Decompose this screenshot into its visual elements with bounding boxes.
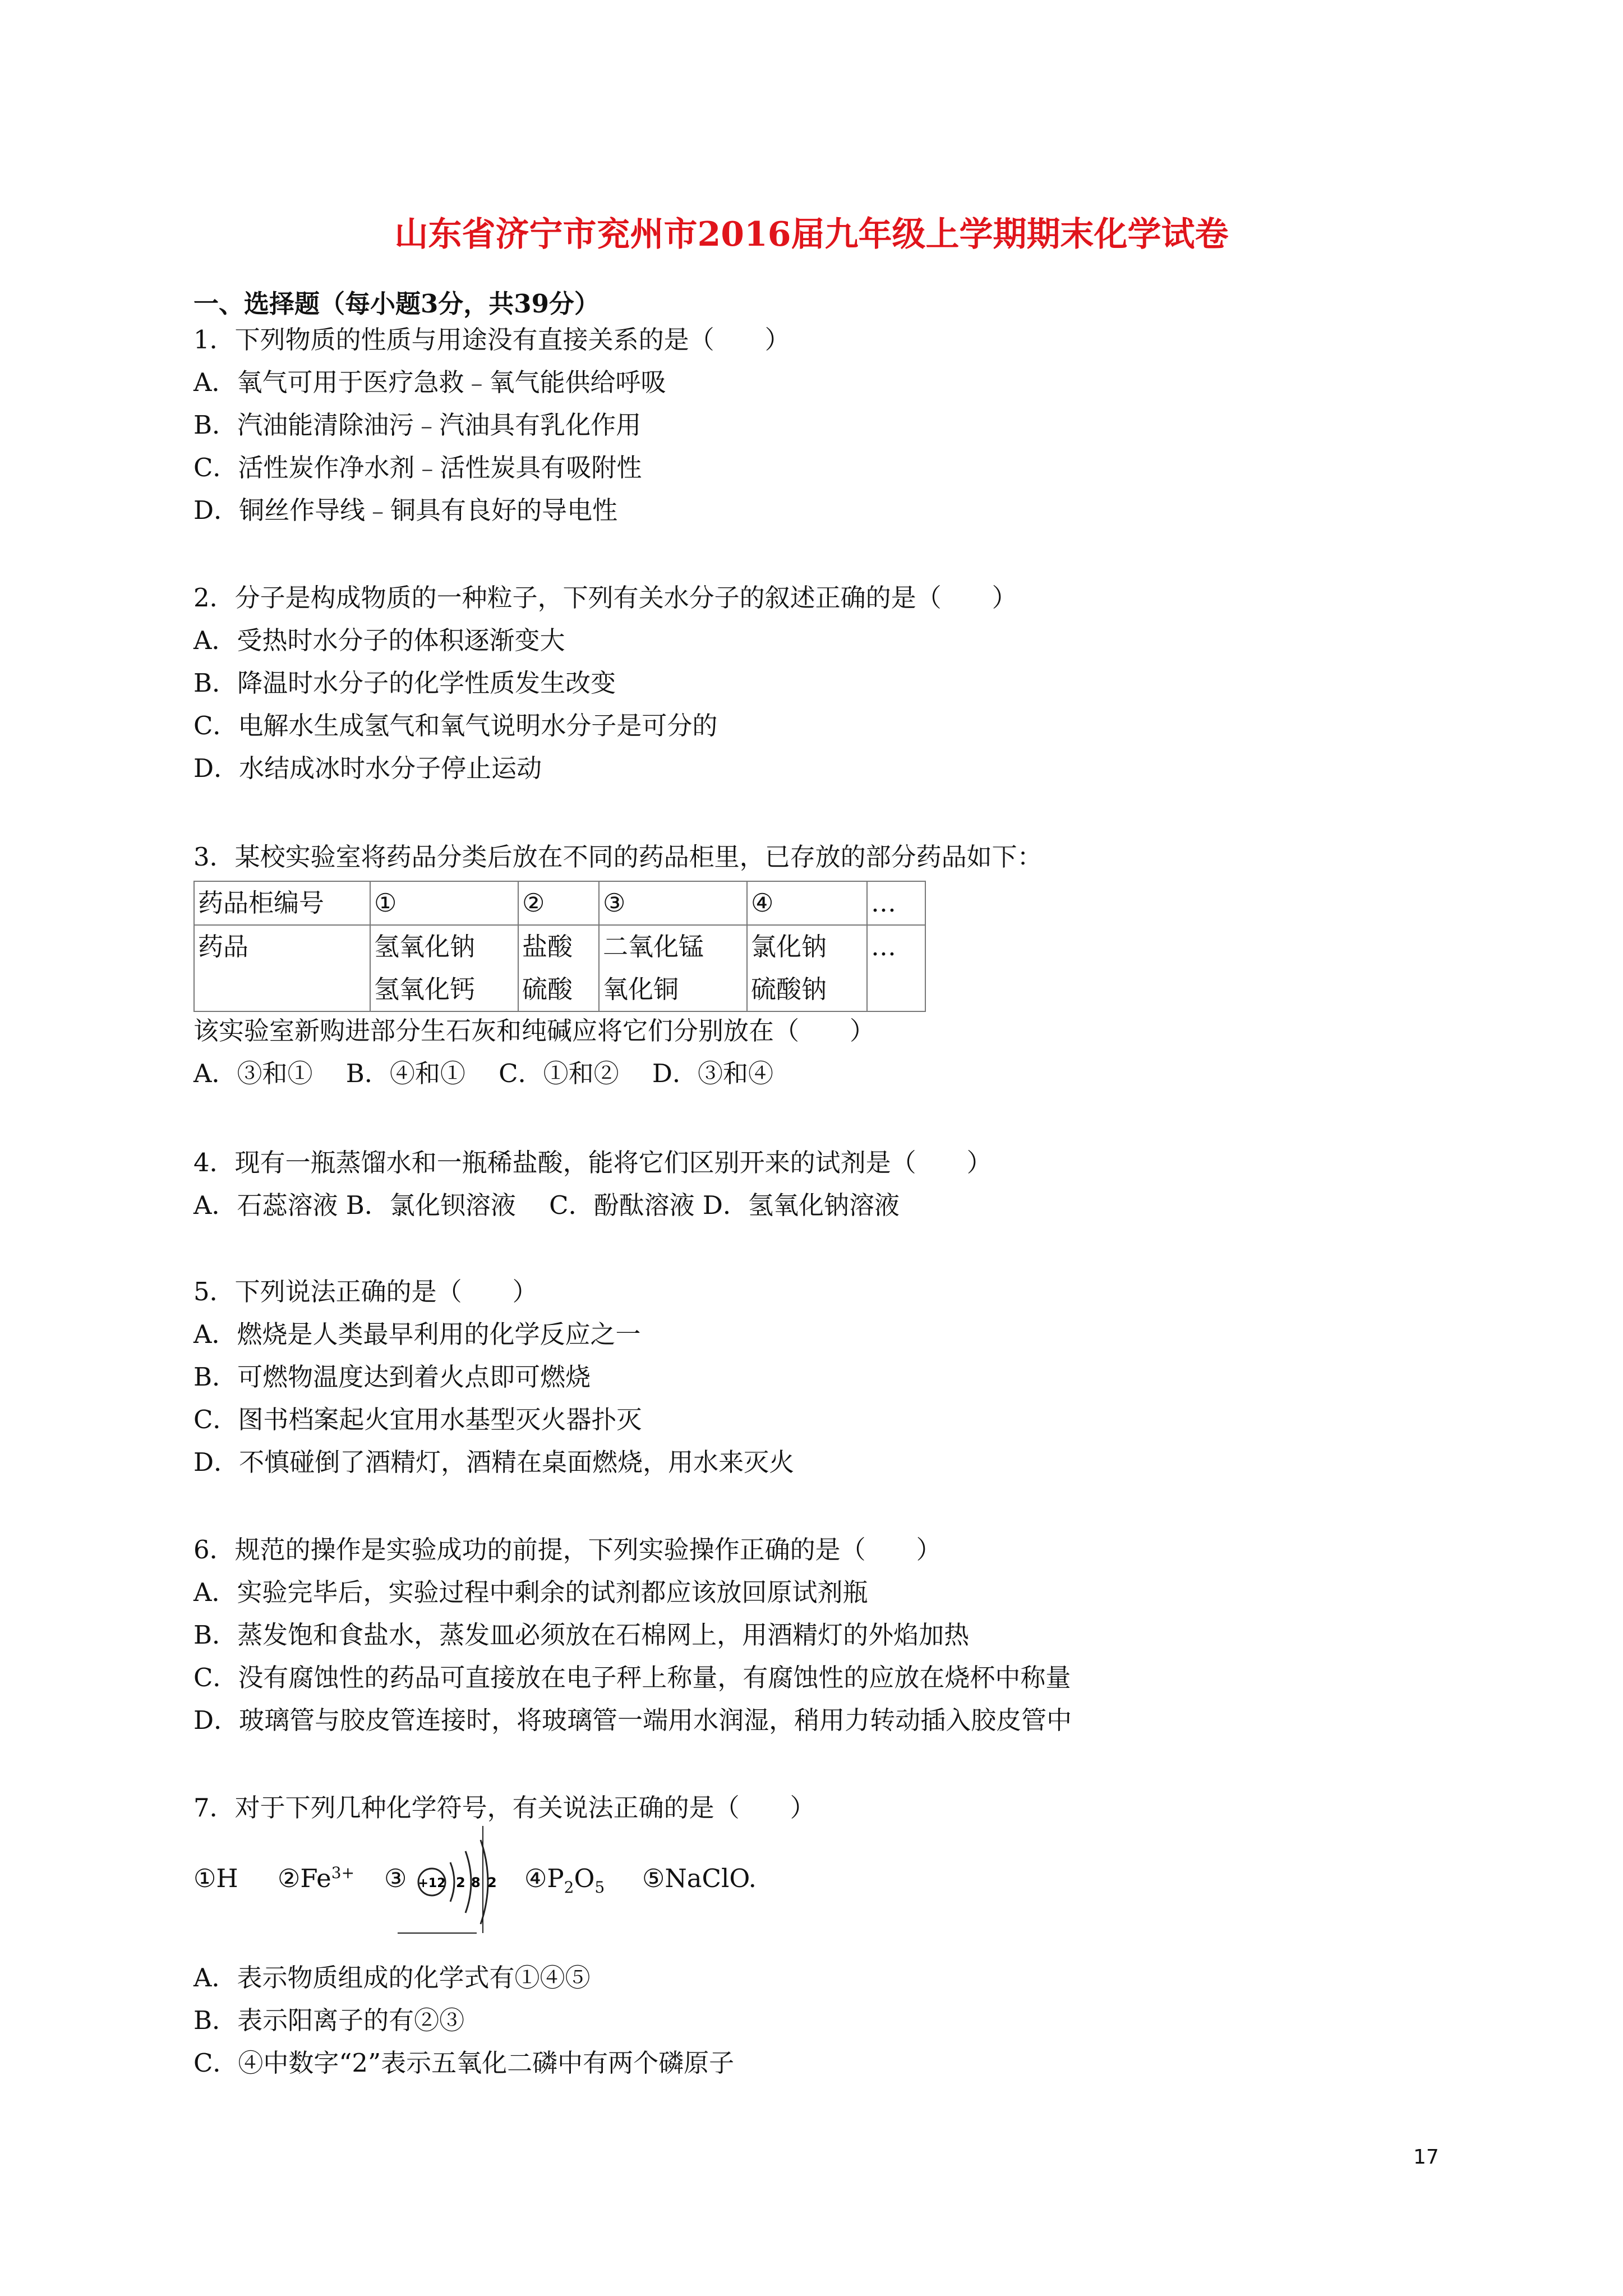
symbol-h: ①H	[193, 1864, 238, 1893]
cell-line: 氢氧化钙	[374, 974, 476, 1004]
shell-2-electrons: 8	[471, 1875, 481, 1890]
table-cell	[518, 925, 599, 1011]
option-c: C．活性炭作净水剂﹣活性炭具有吸附性	[193, 453, 642, 482]
option-b: B．降温时水分子的化学性质发生改变	[193, 668, 616, 698]
symbol-text: ②Fe	[278, 1864, 331, 1893]
question-5	[193, 1271, 1483, 1484]
exam-title: 山东省济宁市兖州市2016届九年级上学期期末化学试卷	[394, 215, 1229, 254]
table-cell: 药品柜编号	[194, 881, 370, 925]
page-number: 17	[1413, 2146, 1439, 2169]
table-cell	[867, 925, 925, 1011]
table-cell: ①	[370, 881, 518, 925]
question-stem: 3．某校实验室将药品分类后放在不同的药品柜里，已存放的部分药品如下：	[193, 842, 1043, 872]
option-c: C．④中数字“2”表示五氧化二磷中有两个磷原子	[193, 2048, 735, 2078]
option-b: B．汽油能清除油污﹣汽油具有乳化作用	[193, 410, 642, 440]
option-a: A．氧气可用于医疗急救﹣氧气能供给呼吸	[193, 367, 666, 397]
subscript: 2	[564, 1878, 574, 1897]
option-c: C．图书档案起火宜用水基型灭火器扑灭	[193, 1405, 642, 1434]
medicine-cabinet-table	[193, 881, 926, 1012]
option-b: B．表示阳离子的有②③	[193, 2005, 465, 2035]
question-7-options	[193, 1957, 1483, 2085]
cell-line: 硫酸钠	[751, 974, 827, 1004]
section-heading: 一、选择题（每小题3分，共39分）	[193, 289, 600, 319]
cell-line: 二氧化锰	[603, 932, 704, 961]
nucleus-charge: +12	[418, 1876, 446, 1890]
option-d: D．不慎碰倒了酒精灯，酒精在桌面燃烧，用水来灭火	[193, 1447, 795, 1477]
question-4	[193, 1142, 1483, 1227]
option-a: A．表示物质组成的化学式有①④⑤	[193, 1963, 591, 1993]
option-b: B．可燃物温度达到着火点即可燃烧	[193, 1362, 591, 1392]
charge-superscript: 3+	[331, 1864, 355, 1882]
table-cell: ③	[599, 881, 747, 925]
question-6	[193, 1529, 1483, 1742]
question-stem: 7．对于下列几种化学符号，有关说法正确的是（ ）	[193, 1793, 815, 1823]
electron-shell-1	[450, 1862, 454, 1902]
question-stem: 6．规范的操作是实验成功的前提，下列实验操作正确的是（ ）	[193, 1535, 942, 1565]
symbol-fe-ion	[278, 1864, 354, 1893]
table-row	[194, 881, 925, 925]
option-d: D．水结成冰时水分子停止运动	[193, 753, 542, 783]
symbol-text: O	[574, 1864, 595, 1893]
cell-line: 氧化铜	[603, 974, 679, 1004]
question-3-followup	[193, 1010, 1483, 1095]
electron-shell-2	[465, 1851, 471, 1913]
symbol-naclo: ⑤NaClO.	[642, 1864, 757, 1893]
atom-structure-diagram	[395, 1823, 508, 1935]
option-c: C．没有腐蚀性的药品可直接放在电子秤上称量，有腐蚀性的应放在烧杯中称量	[193, 1663, 1071, 1692]
option-d: D．铜丝作导线﹣铜具有良好的导电性	[193, 495, 618, 525]
table-cell: …	[867, 881, 925, 925]
question-stem: 5．下列说法正确的是（ ）	[193, 1277, 538, 1306]
table-cell: 药品	[194, 925, 370, 1011]
options-line: A．石蕊溶液 B．氯化钡溶液 C．酚酞溶液 D．氢氧化钠溶液	[193, 1190, 900, 1220]
table-cell: ②	[518, 881, 599, 925]
symbol-p2o5	[524, 1864, 605, 1897]
option-b: B．蒸发饱和食盐水，蒸发皿必须放在石棉网上，用酒精灯的外焰加热	[193, 1620, 970, 1650]
question-3-stem	[193, 836, 1483, 878]
subscript: 5	[594, 1878, 605, 1897]
shell-1-electrons: 2	[456, 1875, 465, 1890]
cell-line: 氢氧化钠	[374, 932, 476, 961]
option-d: D．玻璃管与胶皮管连接时，将玻璃管一端用水润湿，稍用力转动插入胶皮管中	[193, 1705, 1072, 1735]
cell-line: …	[871, 932, 896, 961]
question-stem: 1．下列物质的性质与用途没有直接关系的是（ ）	[193, 325, 790, 355]
question-stem: 4．现有一瓶蒸馏水和一瓶稀盐酸，能将它们区别开来的试剂是（ ）	[193, 1148, 992, 1177]
symbol-text: ④P	[524, 1864, 564, 1893]
symbol-3-label: ③	[384, 1864, 407, 1893]
options-line: A．③和① B．④和① C．①和② D．③和④	[193, 1059, 773, 1088]
table-cell: ④	[747, 881, 867, 925]
table-cell	[747, 925, 867, 1011]
option-a: A．受热时水分子的体积逐渐变大	[193, 625, 565, 655]
shell-3-electrons: 2	[487, 1875, 497, 1890]
table-cell	[370, 925, 518, 1011]
chemical-symbols-row	[193, 1823, 866, 1935]
question-stem: 2．分子是构成物质的一种粒子，下列有关水分子的叙述正确的是（ ）	[193, 583, 1017, 613]
cell-line: 氯化钠	[751, 932, 827, 961]
question-2	[193, 577, 1483, 790]
table-row	[194, 925, 925, 1011]
cell-line: 盐酸	[522, 932, 573, 961]
question-1	[193, 319, 1483, 532]
table-cell	[599, 925, 747, 1011]
option-a: A．实验完毕后，实验过程中剩余的试剂都应该放回原试剂瓶	[193, 1577, 868, 1607]
question-followup: 该实验室新购进部分生石灰和纯碱应将它们分别放在（ ）	[193, 1016, 875, 1046]
option-c: C．电解水生成氢气和氧气说明水分子是可分的	[193, 711, 718, 740]
cell-line: 硫酸	[522, 974, 573, 1004]
option-a: A．燃烧是人类最早利用的化学反应之一	[193, 1319, 641, 1349]
